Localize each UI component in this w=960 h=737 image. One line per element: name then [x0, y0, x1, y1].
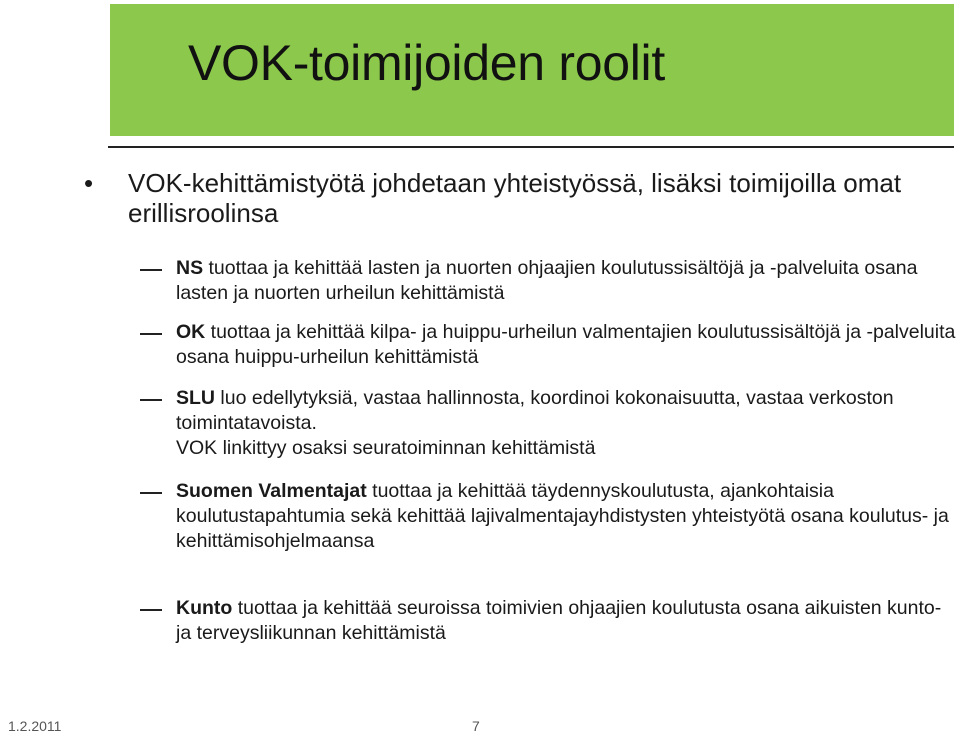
org-description: tuottaa ja kehittää kilpa- ja huippu-urheilun valmentajien koulutussisältöjä ja -palveluita osana huippu-urheilun kehittämistä — [176, 321, 956, 368]
org-description: tuottaa ja kehittää seuroissa toimivien ohjaajien koulutusta osana aikuisten kunto- ja terveysliikunnan kehittämistä — [176, 597, 942, 644]
bullet-dot-icon: • — [84, 168, 94, 198]
org-name: Suomen Valmentajat — [176, 480, 367, 502]
page-number: 7 — [472, 718, 480, 734]
main-bullet-text: VOK-kehittämistyötä johdetaan yhteistyössä, lisäksi toimijoilla omat erillisroolinsa — [128, 168, 902, 228]
title-banner — [110, 4, 954, 136]
slide-title: VOK-toimijoiden roolit — [188, 35, 665, 91]
dash-icon — [140, 333, 162, 335]
org-name: SLU — [176, 387, 215, 409]
footer-date: 1.2.2011 — [8, 718, 62, 734]
dash-icon — [140, 609, 162, 611]
org-extra: VOK linkittyy osaksi seuratoiminnan kehittämistä — [176, 437, 596, 459]
dash-icon — [140, 492, 162, 494]
org-description: luo edellytyksiä, vastaa hallinnosta, koordinoi kokonaisuutta, vastaa verkoston toimintatavoista. — [176, 387, 894, 434]
org-description: tuottaa ja kehittää lasten ja nuorten ohjaajien koulutussisältöjä ja -palveluita osana lasten ja nuorten urheilun kehittämistä — [176, 257, 918, 304]
divider-line — [108, 146, 954, 148]
dash-icon — [140, 269, 162, 271]
org-description: tuottaa ja kehittää täydennyskoulutusta, ajankohtaisia koulutustapahtumia sekä kehittää lajivalmentajayhdistysten yhteistyötä osana koulutus- ja kehittämisohjelmaansa — [176, 480, 949, 552]
org-name: NS — [176, 257, 204, 279]
org-name: OK — [176, 321, 206, 343]
dash-icon — [140, 399, 162, 401]
org-name: Kunto — [176, 597, 233, 619]
